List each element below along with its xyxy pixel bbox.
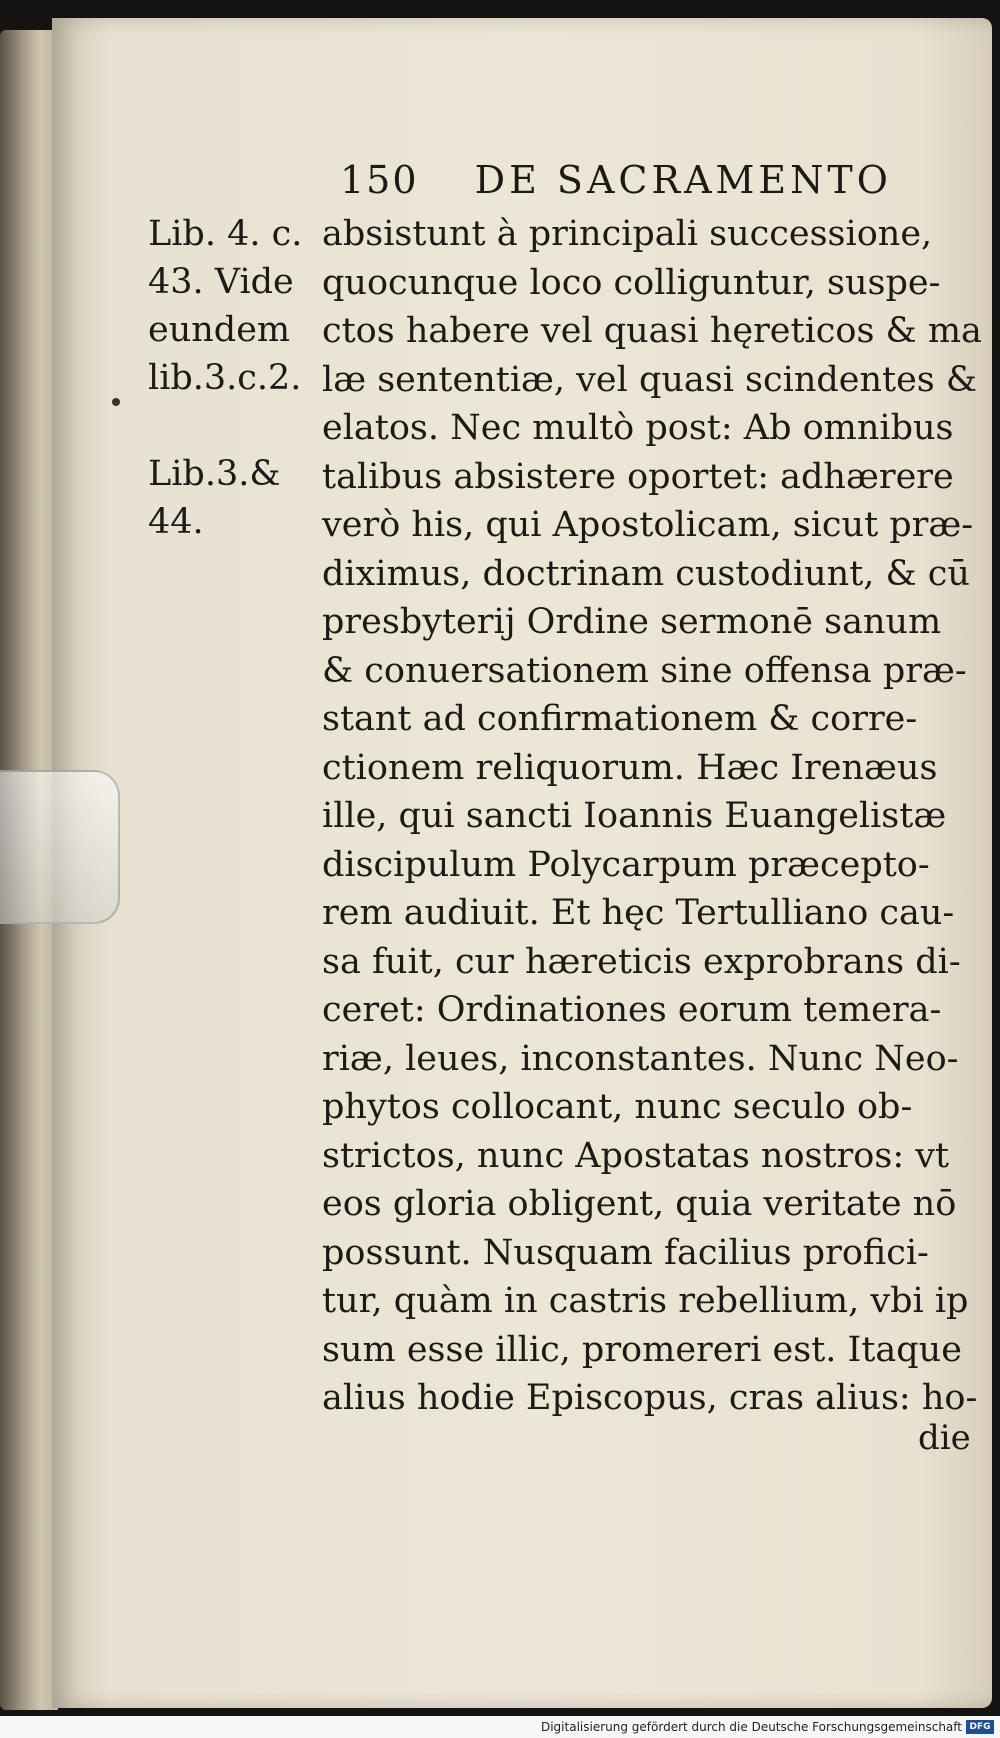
text-line: presbyterij Ordine sermonē sanum [322, 602, 942, 642]
marginal-notes [148, 210, 318, 546]
text-line: absistunt à principali successione, [322, 214, 933, 254]
text-line: diximus, doctrinam custodiunt, & cū [322, 553, 970, 594]
text-line: ctos habere vel quasi hęreticos & ma [322, 311, 982, 351]
text-line: phytos collocant, nunc seculo ob- [322, 1087, 913, 1127]
ink-speck [112, 398, 120, 406]
running-title: DE SACRAMENTO [474, 158, 892, 202]
marginal-line: Lib.3.& [148, 454, 281, 494]
text-line: rem audiuit. Et hęc Tertulliano cau- [322, 893, 955, 933]
text-line: ceret: Ordinationes eorum temera- [322, 990, 942, 1030]
text-line: alius hodie Episcopus, cras alius: ho- [322, 1378, 978, 1418]
text-line: & conuersationem sine offensa præ- [322, 650, 967, 691]
text-line: ctionem reliquorum. Hæc Irenæus [322, 747, 938, 788]
text-line: sum esse illic, promereri est. Itaque [322, 1329, 962, 1370]
marginal-line: Lib. 4. c. [148, 214, 303, 254]
text-line: verò his, qui Apostolicam, sicut præ- [322, 505, 974, 545]
page-clip [0, 770, 120, 924]
footer-credit: Digitalisierung gefördert durch die Deutsche Forschungsgemeinschaft [540, 1720, 962, 1734]
text-line: tur, quàm in castris rebellium, vbi ip [322, 1281, 969, 1321]
text-line: possunt. Nusquam facilius profici- [322, 1232, 929, 1273]
text-line: discipulum Polycarpum præcepto- [322, 844, 930, 885]
text-line: talibus absistere oportet: adhærere [322, 456, 954, 497]
text-line: læ sententiæ, vel quasi scindentes & [322, 359, 978, 400]
dfg-logo-icon: DFG [966, 1720, 994, 1734]
marginal-line: lib.3.c.2. [148, 358, 302, 398]
marginal-line: 43. Vide [148, 262, 294, 302]
running-head [340, 158, 960, 202]
page-number: 150 [340, 158, 419, 202]
text-line: elatos. Nec multò post: Ab omnibus [322, 408, 954, 448]
text-line: stant ad confirmationem & corre- [322, 699, 918, 739]
text-line: strictos, nunc Apostatas nostros: vt [322, 1135, 950, 1176]
marginal-line: 44. [148, 502, 204, 542]
text-line: eos gloria obligent, quia veritate nō [322, 1184, 957, 1224]
text-line: sa fuit, cur hæreticis exprobrans di- [322, 941, 961, 982]
catchword: die [918, 1418, 971, 1458]
text-line: riæ, leues, inconstantes. Nunc Neo- [322, 1038, 959, 1079]
text-line: quocunque loco colliguntur, suspe- [322, 262, 941, 303]
digitization-footer [0, 1716, 1000, 1738]
text-line: ille, qui sancti Ioannis Euangelistæ [322, 796, 947, 836]
marginal-line: eundem [148, 310, 291, 350]
body-text [322, 210, 982, 1423]
